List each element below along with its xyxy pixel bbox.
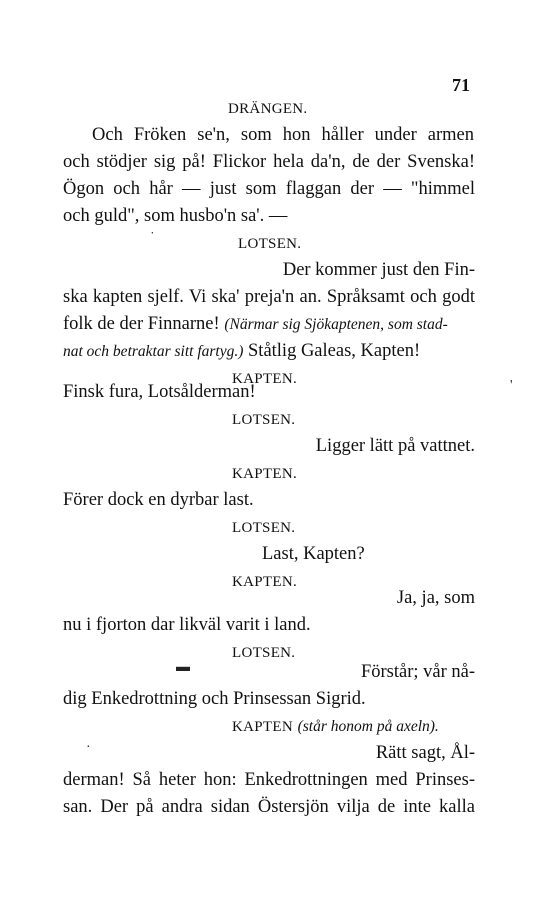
text-line: Finsk fura, Lotsålderman!: [63, 382, 256, 402]
text-line: san. Der på andra sidan Östersjön vilja de inte kalla: [63, 797, 475, 817]
text-segment: Ståtlig Galeas, Kapten!: [248, 341, 421, 361]
stage-direction: (Närmar sig Sjökaptenen, som stad-: [224, 316, 448, 333]
text-line: Och Fröken se'n, som hon håller under armen: [92, 125, 474, 145]
speaker-lotsen: LOTSEN.: [232, 412, 296, 428]
text-line: Ja, ja, som: [396, 588, 475, 608]
text-line: och stödjer sig på! Flickor hela da'n, de der Svenska!: [63, 152, 475, 172]
print-mark: ˙: [150, 230, 155, 245]
stage-direction: nat och betraktar sitt fartyg.): [63, 343, 244, 360]
text-line: Ligger lätt på vattnet.: [315, 436, 475, 456]
speaker-kapten: KAPTEN.: [232, 466, 298, 482]
text-line: nu i fjorton dar likväl varit i land.: [63, 615, 311, 635]
text-line: Förstår; vår nå-: [360, 662, 475, 682]
text-line: Förer dock en dyrbar last.: [63, 490, 254, 510]
speaker-kapten: KAPTEN.: [232, 574, 298, 590]
print-mark: ·: [86, 740, 91, 755]
text-line: Rätt sagt, Ål-: [375, 743, 475, 763]
text-line-with-stage-direction: [63, 312, 475, 337]
speaker-drangen: DRÄNGEN.: [228, 101, 308, 117]
text-line: och guld", som husbo'n sa'. —: [63, 206, 288, 226]
page-number: 71: [452, 75, 470, 95]
speaker-lotsen: LOTSEN.: [232, 520, 296, 536]
text-line: Ögon och hår — just som flaggan der — "himmel: [63, 179, 475, 199]
text-line: dig Enkedrottning och Prinsessan Sigrid.: [63, 689, 366, 709]
print-mark: ▬: [176, 660, 190, 675]
text-line: derman! Så heter hon: Enkedrottningen med Prinses-: [63, 770, 475, 790]
text-line-with-stage-direction: [63, 339, 475, 364]
speaker-kapten: KAPTEN.: [232, 371, 298, 387]
text-line: ska kapten sjelf. Vi ska' preja'n an. Språksamt och godt: [63, 287, 475, 307]
text-line: Last, Kapten?: [262, 544, 365, 564]
print-mark: ': [510, 378, 513, 393]
stage-direction: (står honom på axeln).: [297, 718, 439, 735]
speaker-lotsen: LOTSEN.: [238, 236, 302, 252]
text-segment: folk de der Finnarne!: [63, 314, 220, 334]
speaker-lotsen: LOTSEN.: [232, 645, 296, 661]
text-line: Der kommer just den Fin-: [282, 260, 475, 280]
speaker-name: KAPTEN: [232, 719, 293, 735]
speaker-kapten: [232, 714, 439, 739]
